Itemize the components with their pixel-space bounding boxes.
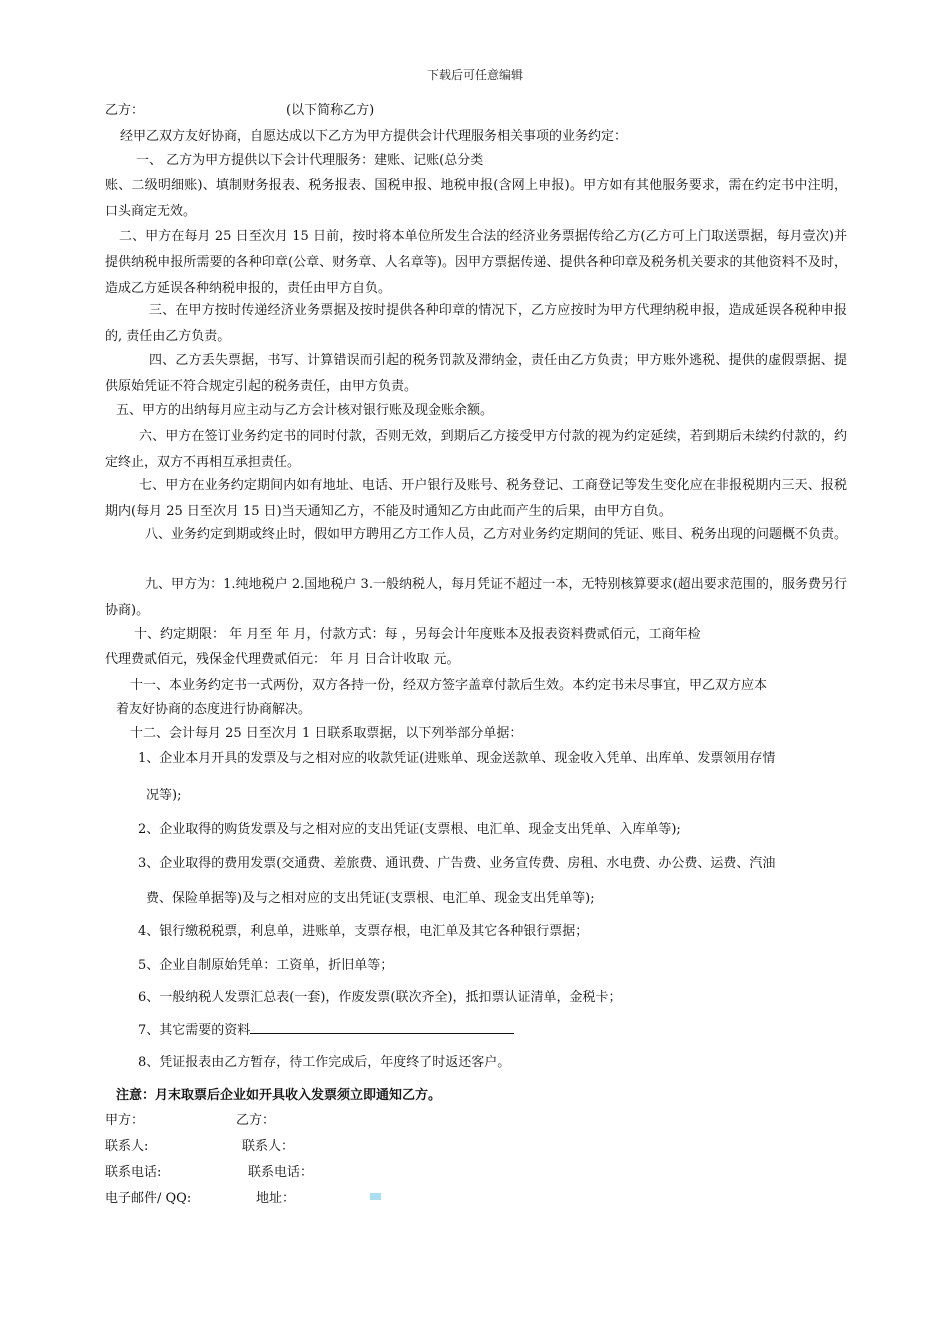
- doc-item-8: 8、凭证报表由乙方暂存，待工作完成后，年度终了时返还客户。: [138, 1055, 511, 1070]
- doc-item-4: 4、银行缴税税票，利息单，进账单，支票存根，电汇单及其它各种银行票据；: [138, 924, 589, 939]
- clause-11-line2: 着友好协商的态度进行协商解决。: [116, 702, 312, 717]
- phone-b-label: 联系电话：: [248, 1165, 314, 1180]
- phone-a-label: 联系电话:: [105, 1165, 162, 1180]
- clause-7: 七、甲方在业务约定期间内如有地址、电话、开户银行及账号、税务登记、工商登记等发生变化应在非报税期内三天、报税期内(每月 25 日至次月 15 日)当天通知乙方，不能及时通知乙方由此而产生的后果，由甲方自负。: [105, 478, 847, 519]
- clause-12: 十二、会计每月 25 日至次月 1 日联系取票据，以下列举部分单据：: [130, 726, 523, 741]
- clause-1-rest: 账、二级明细账)、填制财务报表、税务报表、国税申报、地税申报(含网上申报)。甲方如有其他服务要求，需在约定书中注明，口头商定无效。: [105, 178, 847, 219]
- header-note: 下载后可任意编辑: [426, 68, 523, 82]
- party-a-label: 甲方：: [105, 1113, 145, 1128]
- doc-item-5: 5、企业自制原始凭单：工资单，折旧单等；: [138, 958, 394, 973]
- party-b-label: 乙方：: [105, 103, 145, 118]
- doc-item-6: 6、一般纳税人发票汇总表(一套)，作废发票(联次齐全)，抵扣票认证清单，金税卡；: [138, 990, 622, 1005]
- notice: 注意：月末取票后企业如开具收入发票须立即通知乙方。: [116, 1088, 442, 1103]
- doc-item-1b: 况等);: [146, 788, 182, 803]
- clause-1-first: 一、 乙方为甲方提供以下会计代理服务：建账、记账(总分类: [136, 153, 484, 168]
- contact-a-label: 联系人:: [105, 1139, 149, 1154]
- address-b-label: 地址：: [256, 1191, 296, 1206]
- clause-9: 九、甲方为：1.纯地税户 2.国地税户 3.一般纳税人，每月凭证不超过一本，无特别核算要求(超出要求范围的，服务费另行协商)。: [105, 577, 847, 618]
- clause-8: 八、业务约定到期或终止时，假如甲方聘用乙方工作人员，乙方对业务约定期间的凭证、账目、税务出现的问题概不负责。: [145, 527, 848, 542]
- doc-item-3a: 3、企业取得的费用发票(交通费、差旅费、通讯费、广告费、业务宣传费、房租、水电费、办公费、运费、汽油: [138, 856, 776, 871]
- clause-3: 三、在甲方按时传递经济业务票据及按时提供各种印章的情况下，乙方应按时为甲方代理纳税申报，造成延误各税种申报的, 责任由乙方负责。: [105, 303, 847, 344]
- doc-item-7: [138, 1018, 514, 1044]
- party-b-sign-label: 乙方：: [236, 1113, 276, 1128]
- highlight-mark: [370, 1193, 381, 1200]
- clause-11-line1: 十一、本业务约定书一式两份，双方各持一份，经双方签字盖章付款后生效。本约定书未尽事宜，甲乙双方应本: [130, 678, 768, 693]
- doc-item-1a: 1、企业本月开具的发票及与之相对应的收款凭证(进账单、现金送款单、现金收入凭单、出库单、发票领用存情: [138, 751, 776, 766]
- blank-line: [250, 1019, 514, 1034]
- contact-b-label: 联系人：: [242, 1139, 295, 1154]
- clause-10-line2: 代理费贰佰元，残保金代理费贰佰元： 年 月 日合计收取 元。: [105, 652, 460, 667]
- clause-5: 五、甲方的出纳每月应主动与乙方会计核对银行账及现金账余额。: [116, 403, 494, 418]
- doc-item-2: 2、企业取得的购货发票及与之相对应的支出凭证(支票根、电汇单、现金支出凭单、入库单等);: [138, 822, 681, 837]
- intro-paragraph: 经甲乙双方友好协商，自愿达成以下乙方为甲方提供会计代理服务相关事项的业务约定：: [120, 129, 628, 144]
- party-b-alias: (以下简称乙方): [286, 103, 375, 118]
- clause-6: 六、甲方在签订业务约定书的同时付款，否则无效，到期后乙方接受甲方付款的视为约定延续，若到期后未续约付款的，约定终止，双方不再相互承担责任。: [105, 429, 847, 470]
- clause-4: 四、乙方丢失票据，书写、计算错误而引起的税务罚款及滞纳金，责任由乙方负责；甲方账外逃税、提供的虚假票据、提供原始凭证不符合规定引起的税务责任，由甲方负责。: [105, 353, 847, 394]
- clause-10-line1: 十、约定期限： 年 月至 年 月，付款方式：每 ，另每会计年度账本及报表资料费贰佰元，工商年检: [134, 627, 701, 642]
- doc-item-3b: 费、保险单据等)及与之相对应的支出凭证(支票根、电汇单、现金支出凭单等);: [146, 891, 595, 906]
- clause-2: 二、甲方在每月 25 日至次月 15 日前，按时将本单位所发生合法的经济业务票据传给乙方(乙方可上门取送票据，每月壹次)并提供纳税申报所需要的各种印章(公章、财务章、人名章等)。因甲方票据传递、提供各种印章及税务机关要求的其他资料不及时，造成乙方延误各种纳税申报的，责任由甲方自负。: [105, 229, 847, 296]
- doc-item-7-label: 7、其它需要的资料: [138, 1023, 251, 1038]
- email-a-label: 电子邮件/ QQ:: [105, 1191, 192, 1206]
